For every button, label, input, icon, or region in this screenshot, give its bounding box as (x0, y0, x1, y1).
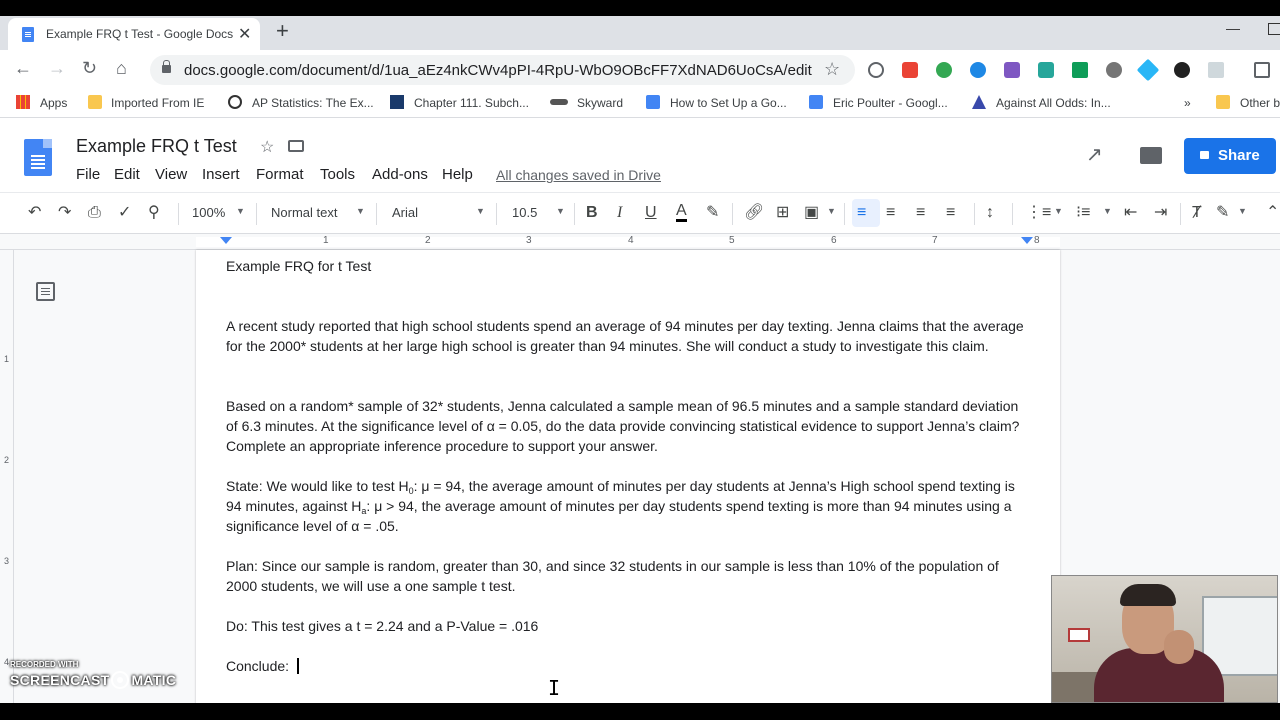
paragraph-plan: Plan: Since our sample is random, greater than 30, and since 32 students in our sample is less than 10% of the population of 2000 students, we will use a one sample t test. (226, 558, 999, 594)
bookmark-chapter[interactable]: Chapter 111. Subch... (414, 96, 529, 110)
folder-icon (88, 95, 102, 109)
comments-icon[interactable] (1140, 147, 1162, 164)
separator (1180, 203, 1181, 225)
screencast-watermark (10, 660, 176, 689)
increase-indent-icon[interactable]: ⇥ (1154, 204, 1168, 221)
style-select[interactable]: Normal text (271, 205, 338, 220)
link-icon[interactable]: 🔗︎ (744, 204, 765, 221)
maximize-icon[interactable] (1268, 23, 1280, 35)
document-outline-icon[interactable] (36, 282, 55, 301)
menu-addons[interactable]: Add-ons (372, 166, 428, 183)
extension-dark-icon[interactable] (1174, 62, 1190, 78)
tab-title: Example FRQ t Test - Google Docs (46, 27, 234, 41)
font-size-select[interactable]: 10.5 (512, 205, 538, 220)
menu-tools[interactable]: Tools (320, 166, 356, 183)
webcam-overlay (1051, 575, 1278, 703)
ruler-number: 1 (323, 235, 329, 246)
font-select[interactable]: Arial (392, 205, 419, 220)
bookmark-skyward[interactable]: Skyward (577, 96, 624, 110)
ruler-number: 3 (526, 235, 532, 246)
document-page[interactable] (196, 250, 1060, 720)
ruler-number: 4 (628, 235, 634, 246)
undo-icon[interactable]: ↶ (28, 204, 42, 221)
separator (1012, 203, 1013, 225)
webcam-person-hair (1120, 584, 1176, 606)
justify-icon[interactable]: ≡ (946, 204, 956, 221)
separator (496, 203, 497, 225)
vertical-ruler-number: 4 (4, 657, 10, 667)
share-lock-icon (1200, 151, 1209, 159)
docs-bookmark-icon-2 (809, 95, 823, 109)
skyward-icon (550, 99, 568, 105)
forward-icon[interactable]: → (48, 58, 66, 78)
conclude-label: Conclude: (226, 658, 293, 674)
zoom-select[interactable]: 100% (192, 205, 226, 220)
bookmark-other[interactable]: Other b (1240, 96, 1280, 110)
more-bookmarks-icon[interactable]: » (1184, 96, 1191, 110)
webcam-wall-poster (1068, 628, 1090, 642)
extension-purple-icon[interactable] (1004, 62, 1020, 78)
zoom-caret-icon[interactable]: ▼ (236, 206, 245, 216)
bookmark-star-icon[interactable]: ☆ (824, 59, 841, 79)
bulleted-list-icon[interactable]: ⁝≡ (1076, 204, 1091, 221)
tab-strip (0, 16, 1280, 50)
apps-grid-icon (16, 95, 30, 109)
webcam-person-body (1094, 648, 1224, 703)
activity-trend-icon[interactable]: ↗ (1086, 144, 1103, 166)
watermark-left-text: SCREENCAST (10, 672, 110, 688)
against-all-odds-icon (972, 95, 986, 109)
menu-help[interactable]: Help (442, 166, 473, 183)
close-tab-icon[interactable]: ✕ (238, 26, 252, 43)
formatting-toolbar (0, 192, 1280, 234)
new-tab-icon[interactable]: + (276, 18, 289, 43)
address-bar[interactable] (150, 55, 855, 85)
minimize-icon[interactable]: — (1226, 20, 1240, 36)
back-icon[interactable]: ← (14, 58, 32, 78)
editing-mode-icon[interactable]: ✎ (1216, 204, 1230, 221)
paragraph-do: Do: This test gives a t = 2.24 and a P-Value = .016 (226, 618, 539, 634)
extension-diamond-icon[interactable] (1137, 59, 1160, 82)
docs-header (0, 118, 1280, 192)
underline-button[interactable]: U (645, 204, 657, 221)
editing-mode-caret-icon[interactable]: ▼ (1238, 206, 1247, 216)
share-button[interactable] (1184, 138, 1276, 174)
align-left-icon[interactable]: ≡ (857, 204, 867, 221)
state-text-c: : μ > 94, the average amount of minutes per day students spend texting is more than 94 minutes using a significance level of α = .05. (226, 498, 1012, 534)
text-cursor (297, 658, 299, 674)
separator (574, 203, 575, 225)
ap-stats-icon (228, 95, 242, 109)
null-hypothesis-subscript: 0 (408, 486, 414, 496)
document-heading: Example FRQ for t Test (226, 258, 372, 274)
clear-formatting-icon[interactable]: Ⱦ (1192, 204, 1202, 221)
bookmark-imported[interactable]: Imported From IE (111, 96, 205, 110)
font-size-caret-icon[interactable]: ▼ (556, 206, 565, 216)
move-folder-icon[interactable] (288, 140, 304, 152)
alt-hypothesis-subscript: a (361, 506, 367, 516)
right-indent-marker[interactable] (1021, 237, 1033, 244)
extension-sheet-icon[interactable] (1072, 62, 1088, 78)
lock-icon (162, 65, 171, 73)
font-caret-icon[interactable]: ▼ (476, 206, 485, 216)
align-right-icon[interactable]: ≡ (916, 204, 926, 221)
decrease-indent-icon[interactable]: ⇤ (1124, 204, 1138, 221)
url-text: docs.google.com/document/d/1ua_aEz4nkCWv4pPI-4RpU-WbO9OBcFF7XdNAD6UoCsA/edit (184, 62, 812, 79)
docs-bookmark-icon (646, 95, 660, 109)
top-black-bar (0, 0, 1280, 16)
left-indent-marker[interactable] (220, 237, 232, 244)
watermark-right-text: MATIC (131, 672, 177, 688)
other-folder-icon (1216, 95, 1230, 109)
save-status[interactable]: All changes saved in Drive (496, 167, 661, 183)
chapter-icon (390, 95, 404, 109)
separator (974, 203, 975, 225)
vertical-ruler-number: 1 (4, 354, 10, 364)
line-spacing-icon[interactable]: ↕ (986, 204, 994, 221)
ibeam-cursor-icon: I (548, 676, 561, 700)
paint-format-icon[interactable]: ⚲ (148, 204, 160, 221)
ruler-number: 6 (831, 235, 837, 246)
separator (844, 203, 845, 225)
bookmark-ap-statistics[interactable]: AP Statistics: The Ex... (252, 96, 374, 110)
print-icon[interactable]: ⎙ (88, 204, 101, 221)
bold-button[interactable]: B (586, 204, 598, 221)
spellcheck-icon[interactable]: ✓ (118, 204, 132, 221)
image-caret-icon[interactable]: ▼ (827, 206, 836, 216)
home-icon[interactable]: ⌂ (116, 58, 127, 78)
separator (376, 203, 377, 225)
align-center-icon[interactable]: ≡ (886, 204, 896, 221)
bookmark-apps[interactable]: Apps (40, 96, 68, 110)
menu-file[interactable]: File (76, 166, 101, 183)
extension-teal-icon[interactable] (1038, 62, 1054, 78)
document-title[interactable]: Example FRQ t Test (76, 136, 237, 156)
paragraph-conclude (226, 656, 1026, 676)
separator (256, 203, 257, 225)
menu-edit[interactable]: Edit (114, 166, 140, 183)
italic-button[interactable]: I (617, 204, 623, 221)
highlight-icon[interactable]: ✎ (706, 204, 720, 221)
style-caret-icon[interactable]: ▼ (356, 206, 365, 216)
paragraph-sample: Based on a random* sample of 32* students, Jenna calculated a sample mean of 96.5 minutes and a sample standard deviation of 6.3 minutes. At the significance level of α = 0.05, do the data provide convincing statistical evidence to support Jenna’s claim? Complete an appropriate inference procedure to support your answer. (226, 398, 1020, 454)
docs-favicon-icon (22, 27, 34, 42)
numbered-list-caret-icon[interactable]: ▼ (1054, 206, 1063, 216)
collapse-menu-icon[interactable]: ⌃ (1266, 204, 1280, 221)
ruler-number: 2 (425, 235, 431, 246)
text-color-button[interactable]: A (676, 203, 687, 222)
extension-blue-icon[interactable] (970, 62, 986, 78)
cast-icon[interactable] (1254, 62, 1270, 78)
bookmark-how-to-setup[interactable]: How to Set Up a Go... (670, 96, 787, 110)
screencast-logo-icon (111, 671, 129, 689)
browser-tab[interactable] (8, 18, 260, 50)
insert-image-icon[interactable]: ▣ (804, 204, 820, 221)
reload-icon[interactable]: ↻ (82, 58, 98, 78)
vertical-ruler-number: 2 (4, 455, 10, 465)
state-text-b: : μ = 94, the average amount of minutes per day students at Jenna’s High school spend texting is 94 minutes, against H (226, 478, 1015, 514)
ruler-number: 5 (729, 235, 735, 246)
bookmarks-bar (0, 90, 1280, 118)
docs-logo-icon[interactable] (24, 139, 52, 176)
paragraph-problem: A recent study reported that high school students spend an average of 94 minutes per day texting. Jenna claims that the average for the 2000* students at her large high school is greater than 94 minutes. She will conduct a study to investigate this claim. (226, 318, 1024, 354)
watermark-main (10, 671, 176, 689)
numbered-list-icon[interactable]: ⋮≡ (1026, 204, 1052, 221)
menu-format[interactable]: Format (256, 166, 304, 183)
navigation-bar (0, 50, 1280, 90)
share-label: Share (1218, 147, 1260, 164)
add-comment-icon[interactable]: ⊞ (776, 204, 790, 221)
vertical-ruler (0, 250, 14, 720)
extension-gray-icon[interactable] (1106, 62, 1122, 78)
separator (178, 203, 179, 225)
extension-green-icon[interactable] (936, 62, 952, 78)
menu-view[interactable]: View (155, 166, 188, 183)
extension-light-icon[interactable] (1208, 62, 1224, 78)
bulleted-list-caret-icon[interactable]: ▼ (1103, 206, 1112, 216)
webcam-person-hand (1164, 630, 1194, 664)
extension-help-icon[interactable] (868, 62, 884, 78)
ruler-number: 8 (1034, 235, 1040, 246)
horizontal-ruler (0, 234, 1280, 250)
ruler-number: 7 (932, 235, 938, 246)
separator (732, 203, 733, 225)
bottom-black-bar (0, 703, 1280, 720)
star-icon[interactable]: ☆ (260, 139, 275, 156)
watermark-top-text: RECORDED WITH (10, 660, 79, 669)
vertical-ruler-number: 3 (4, 556, 10, 566)
extension-red-icon[interactable] (902, 62, 918, 78)
paragraph-state (226, 476, 1026, 536)
bookmark-against-all-odds[interactable]: Against All Odds: In... (996, 96, 1111, 110)
state-text-a: State: We would like to test H (226, 478, 409, 494)
menu-insert[interactable]: Insert (202, 166, 240, 183)
bookmark-eric-poulter[interactable]: Eric Poulter - Googl... (833, 96, 948, 110)
redo-icon[interactable]: ↷ (58, 204, 72, 221)
